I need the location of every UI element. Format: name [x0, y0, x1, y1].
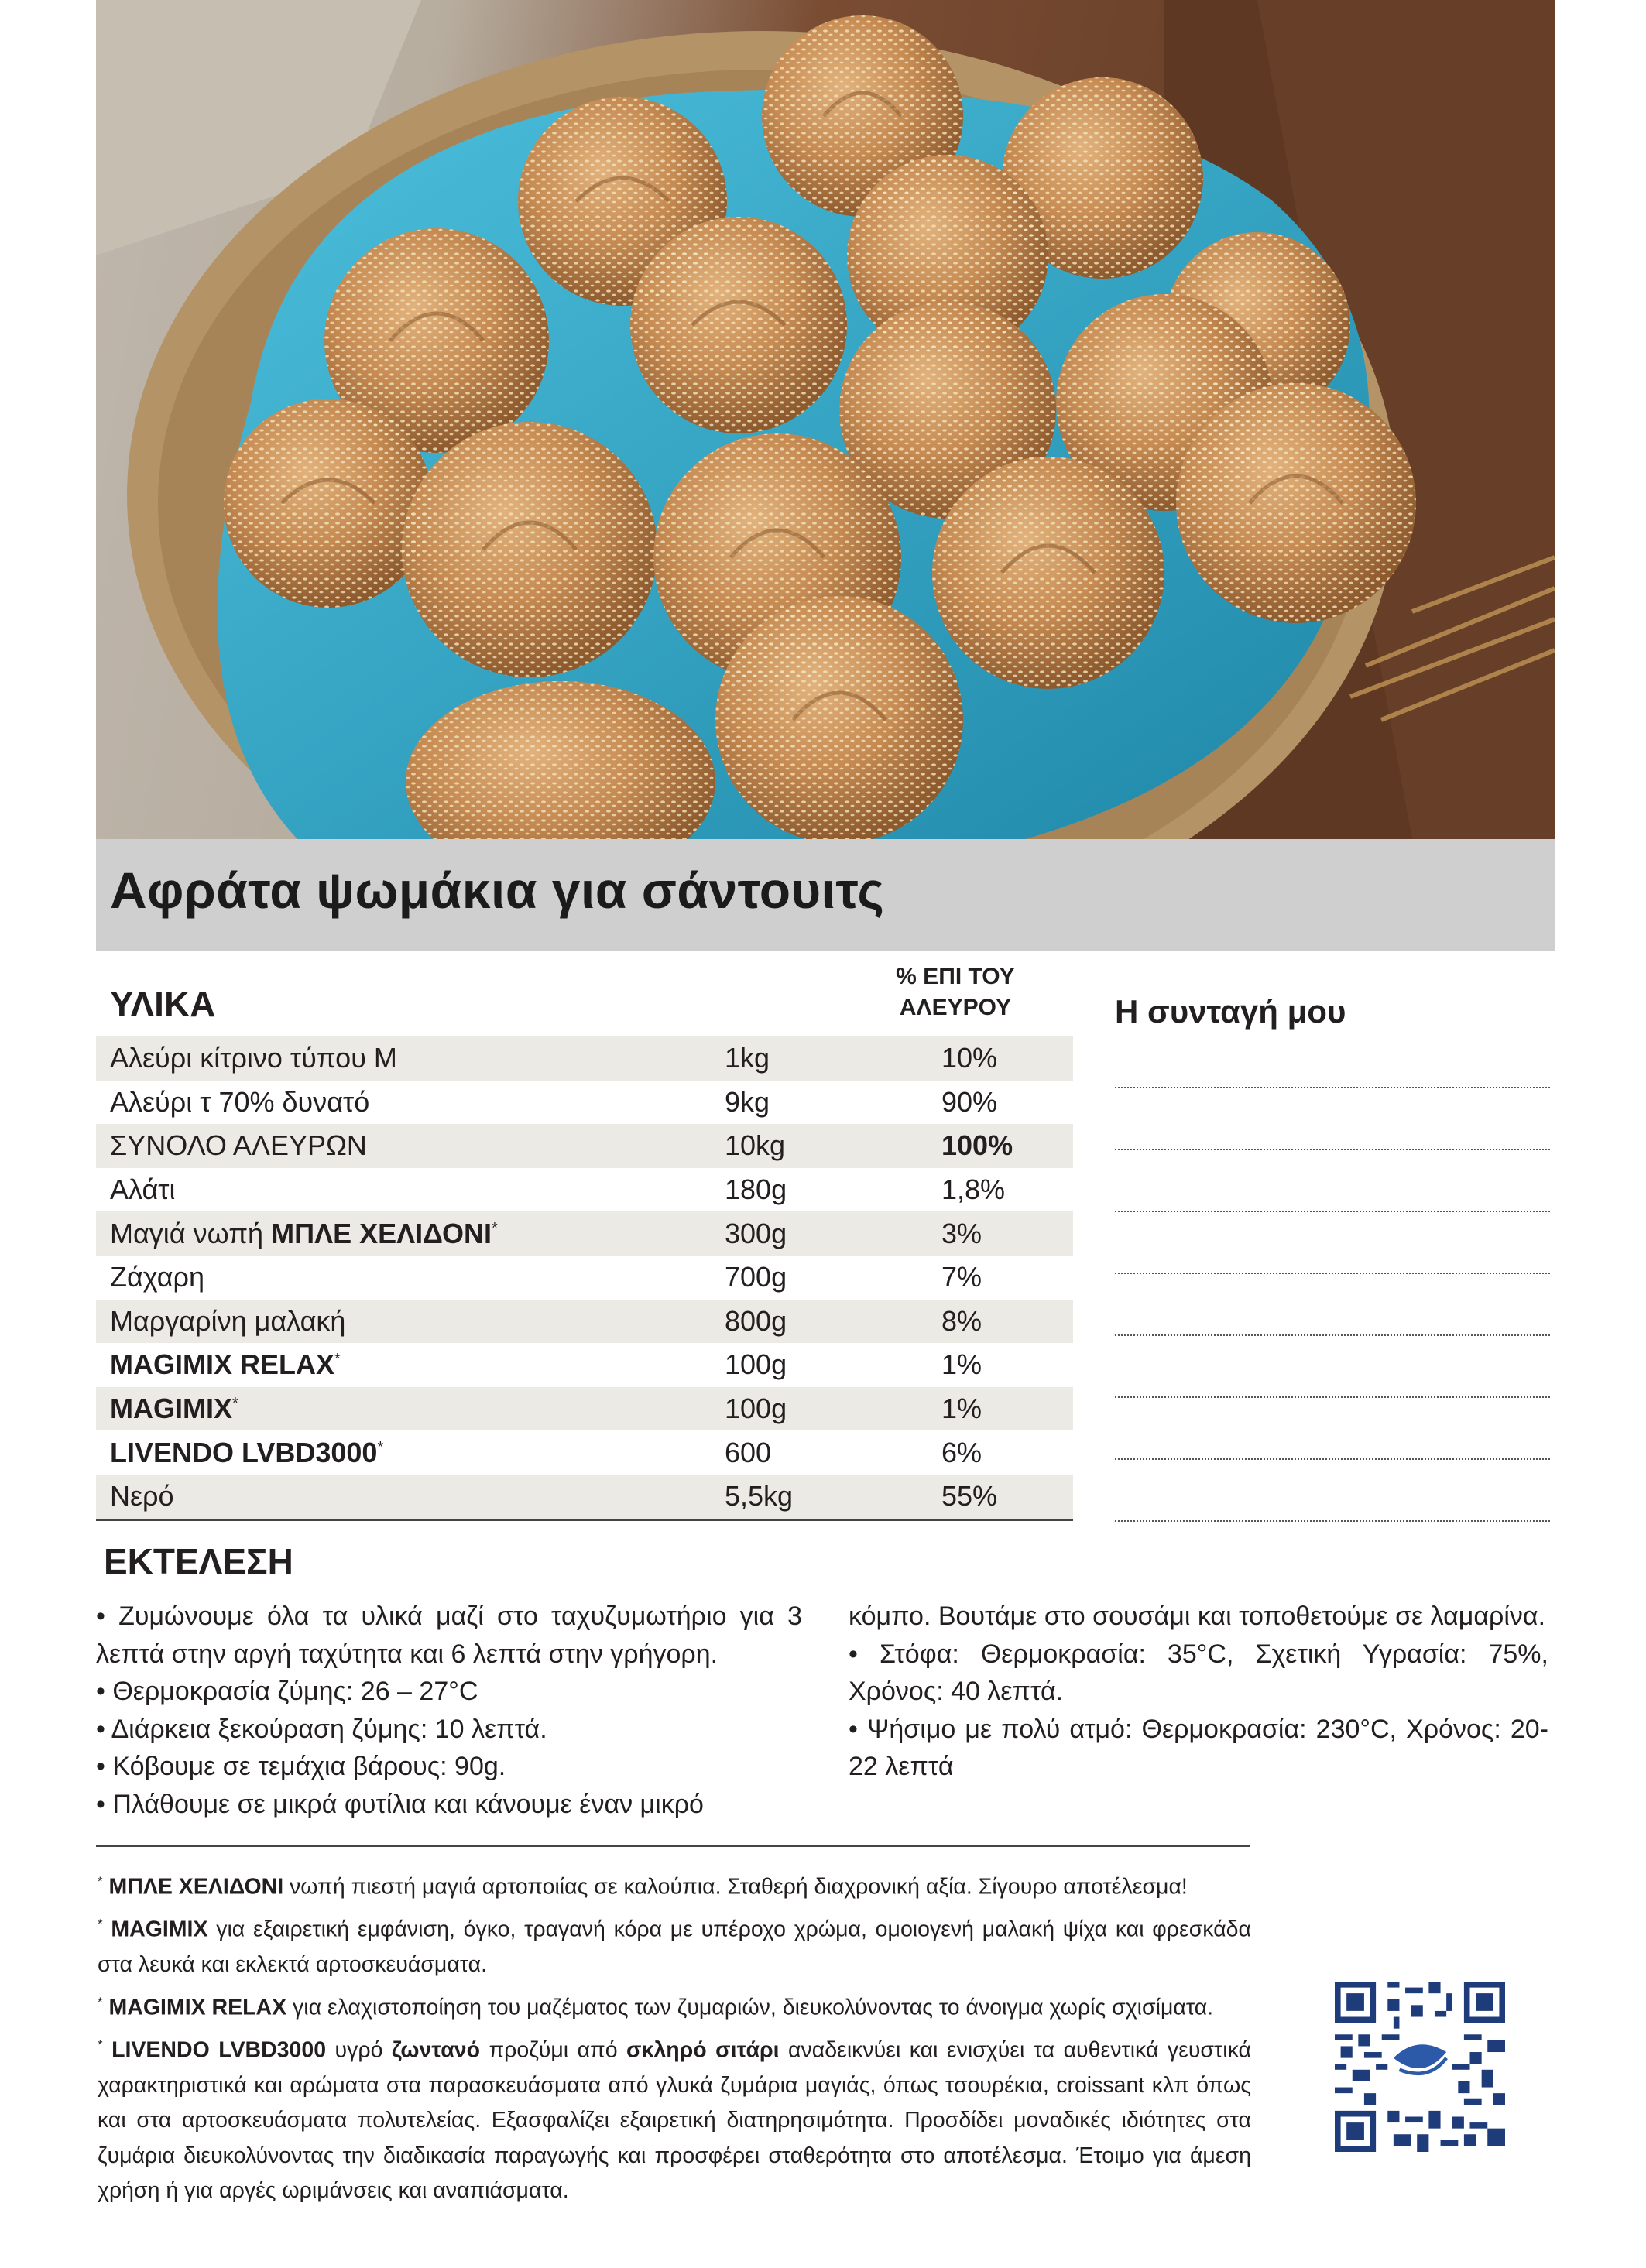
ingredient-percent: 7%: [941, 1261, 982, 1293]
brand-name: MAGIMIX: [110, 1393, 232, 1425]
asterisk-mark: *: [377, 1438, 384, 1456]
bread-basket-illustration: [96, 0, 1555, 839]
brand-name: LIVENDO LVBD3000: [110, 1436, 378, 1468]
step-text: κόμπο. Βουτάμε στο σουσάμι και τοποθετούμε σε λαμαρίνα.: [849, 1602, 1546, 1631]
ingredient-name: ΣΥΝΟΛΟ ΑΛΕΥΡΩΝ: [96, 1124, 725, 1168]
step-text: • Ζυμώνουμε όλα τα υλικά μαζί στο ταχυζυμωτήριο για 3 λεπτά στην αργή ταχύτητα και 6 λεπτά στην γρήγορη.: [96, 1602, 802, 1669]
ingredient-percent: 8%: [918, 1300, 1073, 1344]
ingredient-name: Μαγιά νωπή ΜΠΛΕ ΧΕΛΙΔΟΝΙ*: [96, 1211, 725, 1256]
ingredient-percent: 55%: [918, 1475, 1073, 1519]
ingredient-amount: 800g: [725, 1300, 918, 1344]
ingredient-amount: 300g: [725, 1211, 918, 1256]
recipe-title: Αφράτα ψωμάκια για σάντουιτς: [110, 862, 885, 919]
ingredient-name: Μαργαρίνη μαλακή: [96, 1300, 725, 1344]
ingredient-amount: 10kg: [725, 1124, 918, 1168]
execution-steps-right: [849, 1598, 1548, 1786]
qr-code-icon[interactable]: [1335, 1982, 1505, 2152]
ingredient-amount: 9kg: [725, 1085, 770, 1118]
footnote: * LIVENDO LVBD3000 υγρό ζωντανό προζύμι από σκληρό σιτάρι αναδεικνύει και ενισχύει τα αυθεντικά γευστικά χαρακτηριστικά και αρώματα στα παρασκευάσματα από γλυκά ζυμάρια μαγιάς, όπως τσουρέκια, croissant κλπ όπως και στα αρτοσκευάσματα πολυτελείας. Εξασφαλίζει εξαιρετική διατηρησιμότητα. Προσδίδει μοναδικές ιδιότητες στα ζυμάρια διευκολύνοντας την διαδικασία παραγωγής και προσφέρει σταθερότητα στο αποτέλεσμα. Έτοιμο για άμεση χρήση ή για αργές ωριμάνσεις και αναπιάσματα.: [98, 2037, 1251, 2203]
step-text: • Πλάθουμε σε μικρά φυτίλια και κάνουμε έναν μικρό: [96, 1789, 704, 1819]
ingredient-name: [96, 1343, 725, 1387]
ingredient-name: Αλάτι: [110, 1173, 176, 1206]
table-row: [96, 1211, 1073, 1256]
table-row: [96, 1430, 1073, 1475]
ingredient-name: Νερό: [96, 1475, 725, 1519]
ingredient-amount: 5,5kg: [725, 1475, 918, 1519]
notes-line: [1115, 1334, 1550, 1336]
asterisk-mark: *: [334, 1351, 341, 1369]
table-row: [96, 1256, 1073, 1300]
notes-line: [1115, 1273, 1550, 1274]
ingredient-name: [96, 1387, 725, 1431]
ingredient-percent: 1,8%: [941, 1173, 1006, 1206]
ingredient-percent: 1%: [918, 1387, 1073, 1431]
footnote-divider: [96, 1845, 1250, 1847]
table-row: [96, 1475, 1073, 1519]
asterisk-mark: *: [232, 1395, 238, 1413]
execution-steps-left: [96, 1598, 802, 1823]
table-row: [96, 1387, 1073, 1431]
ingredient-name: Ζάχαρη: [110, 1261, 205, 1293]
step-text: • Ψήσιμο με πολύ ατμό: Θερμοκρασία: 230°C, Χρόνος: 20-22 λεπτά: [849, 1714, 1548, 1781]
step-text: • Κόβουμε σε τεμάχια βάρους: 90g.: [96, 1752, 506, 1781]
footnote: * MAGIMIX για εξαιρετική εμφάνιση, όγκο, τραγανή κόρα με υπέροχο χρώμα, ομοιογενή μαλακή ψίχα και φρεσκάδα στα λευκά και εκλεκτά αρτοσκευάσματα.: [98, 1917, 1252, 1977]
ingredient-percent: 90%: [941, 1085, 998, 1118]
footnotes: [98, 1864, 1251, 2211]
ingredient-amount: 1kg: [725, 1036, 918, 1081]
notes-line: [1115, 1458, 1550, 1460]
percent-column-heading: % ΕΠΙ ΤΟΥ ΑΛΕΥΡΟΥ: [896, 964, 1015, 1020]
ingredient-amount: 600: [725, 1436, 772, 1468]
table-row: [96, 1168, 1073, 1212]
table-row: [96, 1343, 1073, 1387]
notes-line: [1115, 1211, 1550, 1212]
execution-heading: ΕΚΤΕΛΕΣΗ: [104, 1541, 293, 1581]
ingredients-heading: ΥΛΙΚΑ: [110, 984, 216, 1024]
step-text: • Στόφα: Θερμοκρασία: 35°C, Σχετική Υγρασία: 75%, Χρόνος: 40 λεπτά.: [849, 1639, 1548, 1706]
ingredient-name: Αλεύρι τ 70% δυνατό: [110, 1085, 370, 1118]
table-row: [96, 1081, 1073, 1125]
ingredient-percent: 1%: [941, 1348, 982, 1381]
title-bar: [96, 839, 1555, 951]
ingredient-percent: 6%: [941, 1436, 982, 1468]
footnote: * ΜΠΛΕ ΧΕΛΙΔΟΝΙ νωπή πιεστή μαγιά αρτοποιίας σε καλούπια. Σταθερή διαχρονική αξία. Σίγουρο αποτέλεσμα!: [98, 1874, 1188, 1900]
ingredient-amount: 180g: [725, 1173, 787, 1206]
step-text: • Θερμοκρασία ζύμης: 26 – 27°C: [96, 1677, 478, 1706]
ingredient-name: [96, 1430, 725, 1475]
footnote: * MAGIMIX RELAX για ελαχιστοποίηση του μαζέματος των ζυμαριών, διευκολύνοντας το άνοιγμα χωρίς σχισίματα.: [98, 1994, 1214, 2020]
ingredient-percent: 3%: [918, 1211, 1073, 1256]
table-row: [96, 1036, 1073, 1081]
notes-line: [1115, 1149, 1550, 1150]
step-text: • Διάρκεια ξεκούραση ζύμης: 10 λεπτά.: [96, 1714, 547, 1744]
ingredient-percent: 100%: [918, 1124, 1073, 1168]
my-recipe-heading: Η συνταγή μου: [1115, 993, 1346, 1030]
table-row: [96, 1300, 1073, 1344]
bread-rolls-photo: [96, 0, 1555, 839]
ingredients-header: [96, 958, 1073, 1038]
brand-name: ΜΠΛΕ ΧΕΛΙΔΟΝΙ: [271, 1217, 492, 1249]
table-row: [96, 1124, 1073, 1168]
notes-line: [1115, 1087, 1550, 1088]
ingredient-name: Αλεύρι κίτρινο τύπου Μ: [96, 1036, 725, 1081]
ingredient-percent: 10%: [918, 1036, 1073, 1081]
asterisk-mark: *: [492, 1219, 498, 1237]
ingredients-table: [96, 1036, 1073, 1521]
notes-line: [1115, 1520, 1550, 1522]
ingredient-amount: 100g: [725, 1348, 787, 1381]
notes-line: [1115, 1396, 1550, 1398]
ingredient-amount: 100g: [725, 1387, 918, 1431]
ingredient-amount: 700g: [725, 1261, 787, 1293]
brand-name: MAGIMIX RELAX: [110, 1348, 335, 1381]
